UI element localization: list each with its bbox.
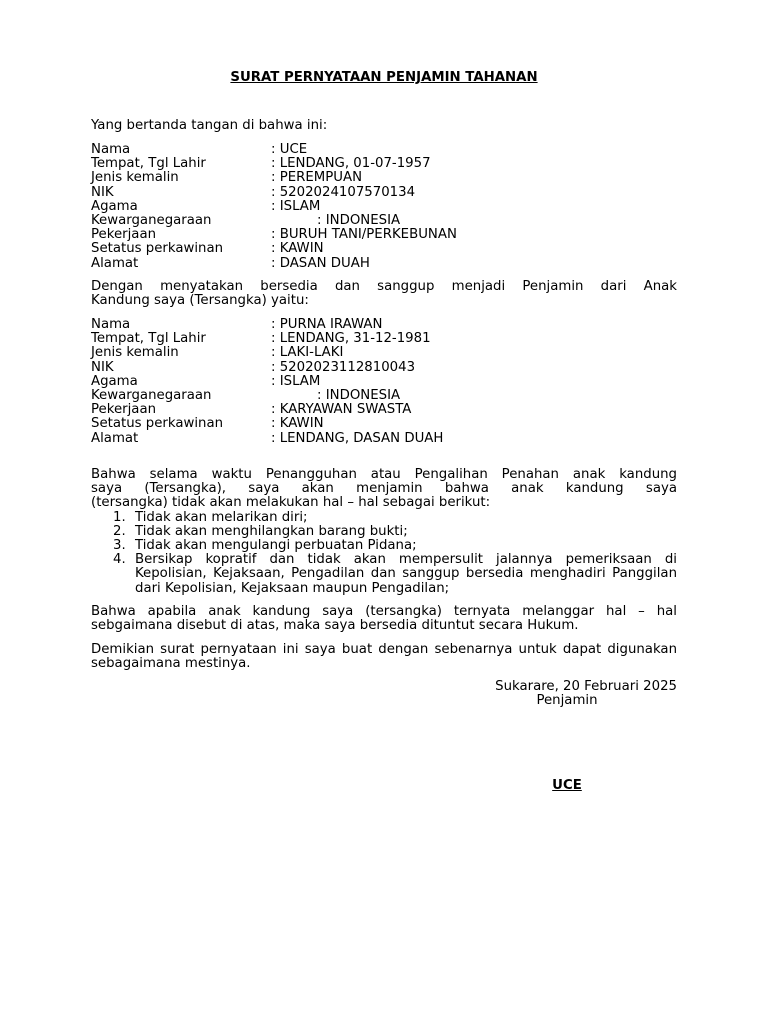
list-number: 2. <box>113 523 126 539</box>
field-value: : KARYAWAN SWASTA <box>271 402 412 418</box>
closing-paragraph: Demikian surat pernyataan ini saya buat dengan sebenarnya untuk dapat digunakan sebagaimana mestinya. <box>91 642 677 672</box>
field-label: NIK <box>91 184 114 200</box>
suspect-row <box>91 389 677 403</box>
field-value: : INDONESIA <box>317 212 401 228</box>
field-label: Pekerjaan <box>91 402 157 418</box>
field-value: : PEREMPUAN <box>271 170 363 186</box>
field-label: NIK <box>91 359 114 375</box>
list-number: 3. <box>113 538 126 554</box>
guarantor-row <box>91 200 677 214</box>
field-label: Tempat, Tgl Lahir <box>91 156 206 172</box>
field-value: : BURUH TANI/PERKEBUNAN <box>271 227 457 243</box>
commitment-line: Bahwa selama waktu Penangguhan atau Pengalihan Penahan anak kandung <box>91 467 677 482</box>
suspect-row <box>91 403 677 417</box>
field-value: : INDONESIA <box>317 387 401 403</box>
field-label: Pekerjaan <box>91 227 157 243</box>
field-label: Jenis kemalin <box>91 170 179 186</box>
guarantor-row <box>91 214 677 228</box>
field-value: : 5202024107570134 <box>271 184 416 200</box>
guarantor-identity <box>91 143 677 271</box>
field-value: : LENDANG, 01-07-1957 <box>271 156 431 172</box>
field-label: Alamat <box>91 255 139 271</box>
field-value: : DASAN DUAH <box>271 255 370 271</box>
conditions-list <box>91 511 677 596</box>
field-value: : LENDANG, 31-12-1981 <box>271 331 431 347</box>
suspect-row <box>91 375 677 389</box>
list-text: Bersikap kopratif dan tidak akan mempersulit jalannya pemeriksaan di Kepolisian, Kejaksaan, Pengadilan dan sanggup bersedia menghadiri Panggilan dari Kepolisian, Kejaksaan maupun Pengadilan; <box>135 552 677 596</box>
guarantor-row <box>91 171 677 185</box>
field-label: Kewarganegaraan <box>91 212 212 228</box>
place-date: Sukarare, 20 Februari 2025 <box>495 679 677 694</box>
list-text: Tidak akan menghilangkan barang bukti; <box>135 523 408 539</box>
signer-role: Penjamin <box>536 693 598 708</box>
guarantor-row <box>91 228 677 242</box>
signer-name: UCE <box>552 778 582 793</box>
list-item <box>91 553 677 596</box>
suspect-row <box>91 318 677 332</box>
document-title: SURAT PERNYATAAN PENJAMIN TAHANAN <box>230 70 538 85</box>
commitment-paragraph <box>91 468 677 596</box>
guarantor-row <box>91 157 677 171</box>
list-text: Tidak akan mengulangi perbuatan Pidana; <box>135 538 417 554</box>
field-label: Setatus perkawinan <box>91 416 224 432</box>
list-number: 4. <box>113 552 126 568</box>
field-label: Tempat, Tgl Lahir <box>91 331 206 347</box>
list-number: 1. <box>113 509 126 525</box>
field-value: : PURNA IRAWAN <box>271 317 383 332</box>
field-value: : KAWIN <box>271 416 324 432</box>
violation-paragraph: Bahwa apabila anak kandung saya (tersangka) ternyata melanggar hal – hal sebgaimana disebut di atas, maka saya bersedia dituntut secara Hukum. <box>91 604 677 634</box>
list-text: Tidak akan melarikan diri; <box>135 509 308 525</box>
list-item <box>91 511 677 525</box>
guarantor-row <box>91 186 677 200</box>
field-label: Agama <box>91 373 138 389</box>
suspect-identity <box>91 318 677 446</box>
field-label: Kewarganegaraan <box>91 387 212 403</box>
field-label: Alamat <box>91 430 139 446</box>
intro-text: Yang bertanda tangan di bahwa ini: <box>91 118 328 133</box>
list-item <box>91 539 677 553</box>
list-item <box>91 525 677 539</box>
field-value: : KAWIN <box>271 241 324 257</box>
field-label: Agama <box>91 198 138 214</box>
field-value: : LAKI-LAKI <box>271 345 344 361</box>
suspect-row <box>91 417 677 431</box>
suspect-row <box>91 361 677 375</box>
statement-paragraph <box>91 280 677 308</box>
guarantor-row <box>91 143 677 157</box>
field-label: Jenis kemalin <box>91 345 179 361</box>
suspect-row <box>91 332 677 346</box>
guarantor-row <box>91 257 677 271</box>
commitment-line: saya (Tersangka), saya akan menjamin bahwa anak kandung saya <box>91 481 677 497</box>
field-value: : ISLAM <box>271 373 321 389</box>
guarantor-row <box>91 242 677 256</box>
field-value: : LENDANG, DASAN DUAH <box>271 430 444 446</box>
statement-line: Kandung saya (Tersangka) yaitu: <box>91 293 309 309</box>
statement-line: Dengan menyatakan bersedia dan sanggup menjadi Penjamin dari Anak <box>91 279 677 294</box>
commitment-line: (tersangka) tidak akan melakukan hal – hal sebagai berikut: <box>91 495 491 511</box>
field-value: : 5202023112810043 <box>271 359 416 375</box>
suspect-row <box>91 432 677 446</box>
field-label: Nama <box>91 317 131 332</box>
field-value: : ISLAM <box>271 198 321 214</box>
field-label: Setatus perkawinan <box>91 241 224 257</box>
field-value: : UCE <box>271 142 308 157</box>
field-label: Nama <box>91 142 131 157</box>
suspect-row <box>91 346 677 360</box>
